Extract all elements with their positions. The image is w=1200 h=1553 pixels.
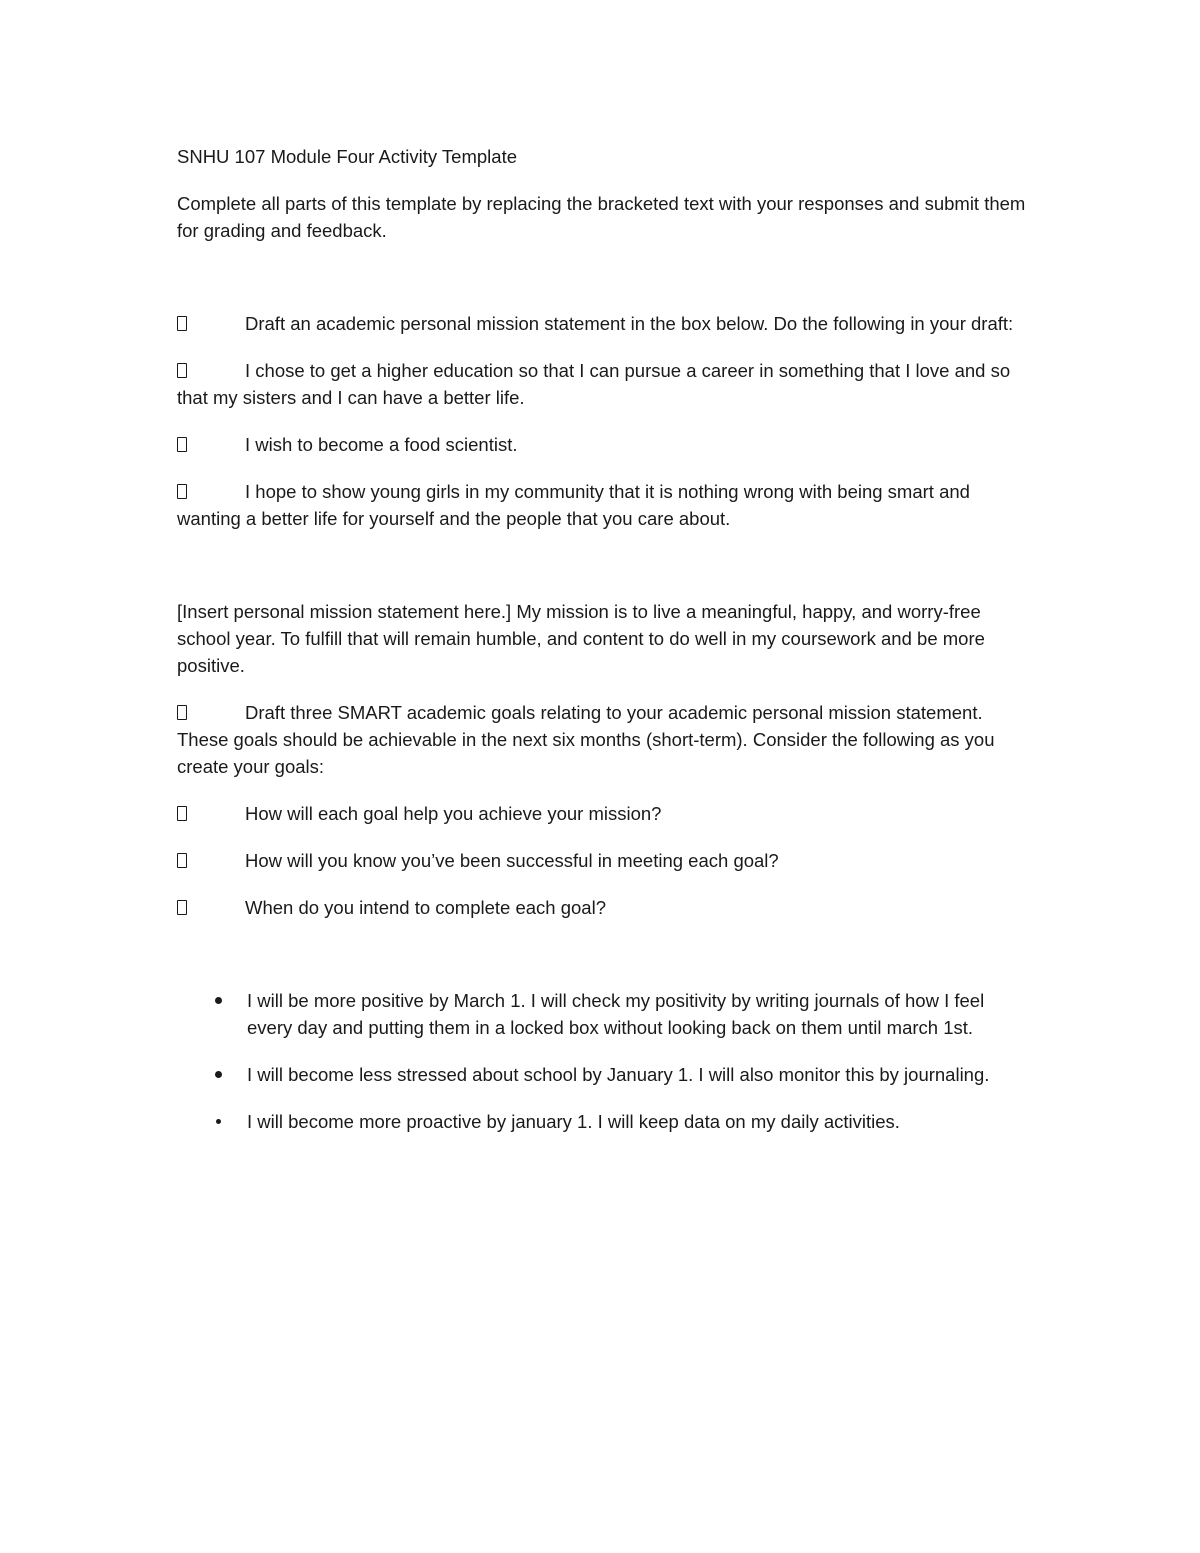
section2-item-text: How will you know you’ve been successful in meeting each goal? bbox=[245, 850, 779, 871]
section1-item-text: I chose to get a higher education so that I can pursue a career in something that I love and so that my sisters and I can have a better life. bbox=[177, 360, 1011, 408]
goal-item bbox=[177, 1061, 1027, 1088]
document-title: SNHU 107 Module Four Activity Template bbox=[177, 146, 518, 167]
section2-prompt bbox=[177, 699, 1027, 780]
document-body bbox=[177, 143, 1027, 1155]
section2-item-text: How will each goal help you achieve your mission? bbox=[245, 803, 662, 824]
spacer bbox=[177, 941, 1027, 987]
section1-item-text: I wish to become a food scientist. bbox=[245, 434, 518, 455]
section2-item bbox=[177, 894, 1027, 921]
instructions-text: Complete all parts of this template by replacing the bracketed text with your responses and submit them for grading and feedback. bbox=[177, 193, 1026, 241]
checkbox-icon bbox=[177, 316, 187, 331]
section1-item bbox=[177, 431, 1027, 458]
section1-item-text: I hope to show young girls in my community that it is nothing wrong with being smart and wanting a better life for yourself and the people that you care about. bbox=[177, 481, 970, 529]
section1-prompt-text: Draft an academic personal mission statement in the box below. Do the following in your draft: bbox=[245, 313, 1014, 334]
checkbox-icon bbox=[177, 363, 187, 378]
goals-list bbox=[177, 987, 1027, 1135]
spacer bbox=[177, 264, 1027, 310]
checkbox-icon bbox=[177, 705, 187, 720]
section1-item bbox=[177, 357, 1027, 411]
mission-statement: [Insert personal mission statement here.] My mission is to live a meaningful, happy, and worry-free school year. To fulfill that will remain humble, and content to do well in my coursework and be more positive. bbox=[177, 601, 985, 676]
checkbox-icon bbox=[177, 853, 187, 868]
goal-text: I will become more proactive by january 1. I will keep data on my daily activities. bbox=[247, 1111, 900, 1132]
section1-item bbox=[177, 478, 1027, 532]
checkbox-icon bbox=[177, 484, 187, 499]
checkbox-icon bbox=[177, 900, 187, 915]
goal-item bbox=[177, 1108, 1027, 1135]
checkbox-icon bbox=[177, 806, 187, 821]
bullet-icon bbox=[216, 1119, 221, 1124]
bullet-icon bbox=[215, 997, 222, 1004]
section2-prompt-text: Draft three SMART academic goals relating to your academic personal mission statement. These goals should be achievable in the next six months (short-term). Consider the following as you create your goals: bbox=[177, 702, 995, 777]
goal-item bbox=[177, 987, 1027, 1041]
spacer bbox=[177, 552, 1027, 598]
bullet-icon bbox=[215, 1071, 222, 1078]
section1-prompt bbox=[177, 310, 1027, 337]
goal-text: I will be more positive by March 1. I will check my positivity by writing journals of how I feel every day and putting them in a locked box without looking back on them until march 1st. bbox=[247, 990, 985, 1038]
goal-text: I will become less stressed about school by January 1. I will also monitor this by journaling. bbox=[247, 1064, 990, 1085]
section2-item bbox=[177, 800, 1027, 827]
checkbox-icon bbox=[177, 437, 187, 452]
section2-item bbox=[177, 847, 1027, 874]
section2-item-text: When do you intend to complete each goal? bbox=[245, 897, 606, 918]
